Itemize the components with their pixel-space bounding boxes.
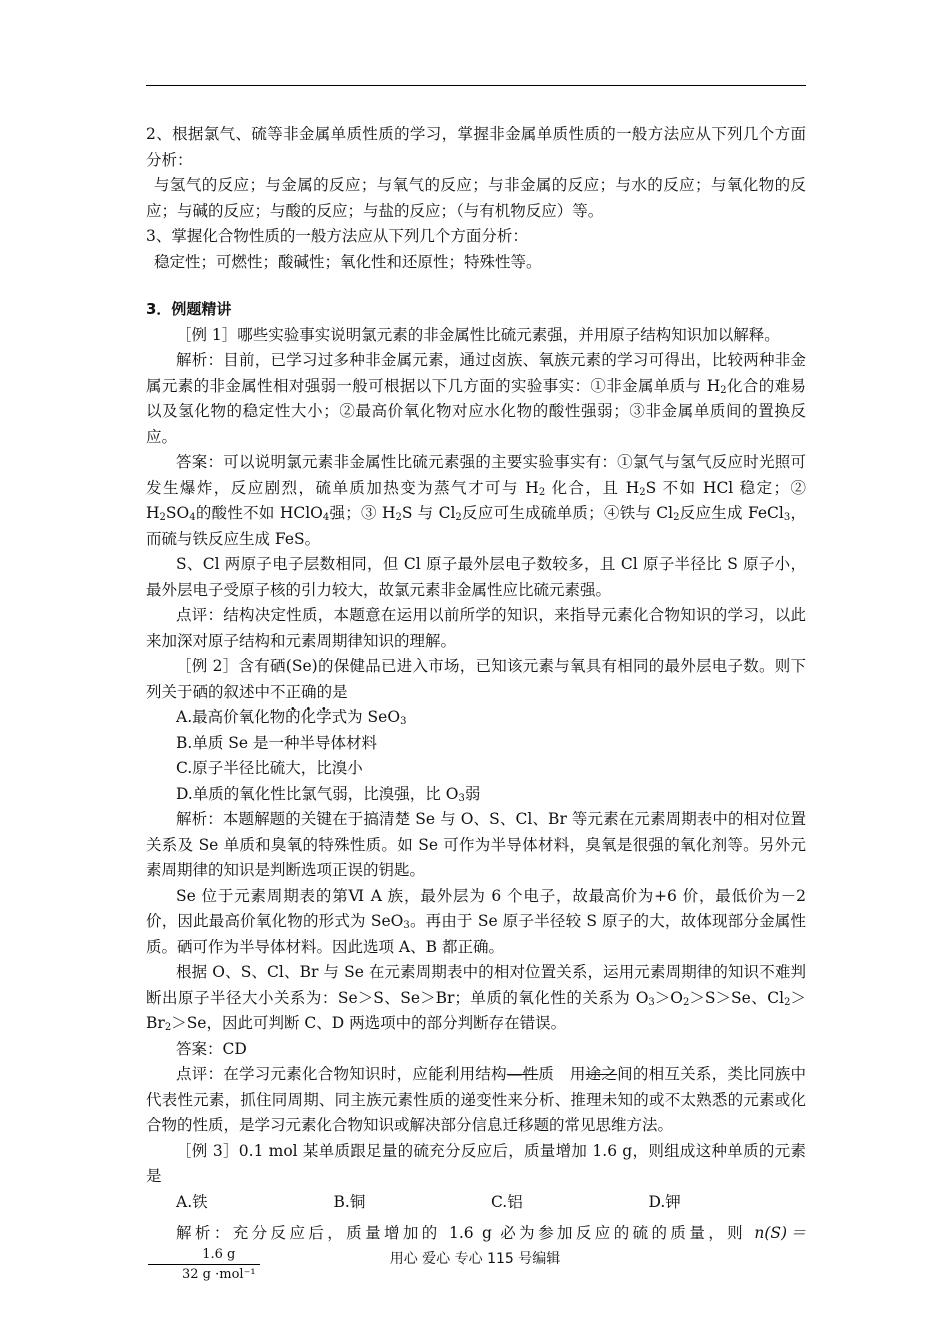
document-body bbox=[146, 122, 806, 1282]
example-3-choice-a: A.铁 bbox=[176, 1192, 208, 1211]
page-footer: 用心 爱心 专心 115 号编辑 bbox=[389, 1251, 561, 1267]
point-3: 3、掌握化合物性质的一般方法应从下列几个方面分析： bbox=[146, 227, 528, 245]
point-3-detail: 稳定性；可燃性；酸碱性；氧化性和还原性；特殊性等。 bbox=[154, 252, 542, 271]
example-2-question: ［例 2］含有硒(Se)的保健品已进入市场，已知该元素与氧具有相同的最外层电子数。则下列关于硒的叙述中不正确的是 bbox=[146, 657, 806, 701]
example-1-comment: 点评：结构决定性质，本题意在运用以前所学的知识，来指导元素化合物知识的学习，以此来加深对原子结构和元素周期律知识的理解。 bbox=[146, 606, 806, 650]
example-3-choice-d: D.钾 bbox=[648, 1192, 681, 1211]
example-1-question: ［例 1］哪些实验事实说明氯元素的非金属性比硫元素强，并用原子结构知识加以解释。 bbox=[176, 325, 780, 344]
example-1-label: ［例 1］ bbox=[176, 325, 238, 344]
example-2-paragraph-3: 根据 O、S、Cl、Br 与 Se 在元素周期表中的相对位置关系，运用元素周期律的知识不难判断出原子半径大小关系为：Se＞S、Se＞Br；单质的氧化性的关系为 $O_3>O_2>S>Se$、$Cl_2>Br_2>Se$，因此可判断 C、D 两选项中的部分判断存在错误。 bbox=[146, 963, 806, 1033]
header-rule bbox=[146, 85, 806, 86]
example-2-comment: 点评：在学习元素化合物知识时，应能利用结构—性质 用途之间的相互关系，类比同族中代表性元素，抓住同周期、同主族元素性质的递变性来分析、推理未知的或不太熟悉的元素或化合物的性质，是学习元素化合物知识或解决部分信息迁移题的常见思维方法。 bbox=[146, 1065, 806, 1134]
section-title: 3．例题精讲 bbox=[146, 300, 232, 318]
example-2-answer: 答案：CD bbox=[176, 1039, 247, 1058]
example-3-label: ［例 3］ bbox=[176, 1141, 239, 1160]
fraction: $\frac{1.6 g}{\text{32 g ·mol⁻¹}}$ bbox=[148, 1247, 260, 1282]
example-2-option-a: A.最高价氧化物的化学式为 SeO$_3$ bbox=[176, 708, 407, 727]
example-3-choice-b: B.铜 bbox=[333, 1192, 366, 1211]
example-1-explanation: S、Cl 两原子电子层数相同，但 Cl 原子最外层电子数较多，且 Cl 原子半径比 S 原子小，最外层电子受原子核的引力较大，故氯元素非金属性应比硫元素强。 bbox=[146, 555, 806, 599]
example-2-option-b: B.单质 Se 是一种半导体材料 bbox=[176, 733, 377, 752]
example-3-choice-c: C.铝 bbox=[491, 1192, 523, 1211]
point-2-detail: 与氢气的反应；与金属的反应；与氧气的反应；与非金属的反应；与水的反应；与氧化物的反应；与碱的反应；与酸的反应；与盐的反应；（与有机物反应）等。 bbox=[146, 176, 806, 220]
example-2-analysis: 解析：本题解题的关键在于搞清楚 Se 与 O、S、Cl、Br 等元素在元素周期表中的相对位置关系及 Se 单质和臭氧的特殊性质。如 Se 可作为半导体材料，臭氧是很强的氧化剂等。另外元素周期律的知识是判断选项正误的钥匙。 bbox=[146, 810, 806, 879]
example-1-analysis: 解析：目前，已学习过多种非金属元素，通过卤族、氧族元素的学习可得出，比较两种非金属元素的非金属性相对强弱一般可根据以下几方面的实验事实：①非金属单质与 $H_2$化合的难易以及氢化物的稳定性大小；②最高价氧化物对应水化物的酸性强弱；③非金属单质间的置换反应。 bbox=[146, 351, 806, 446]
example-1-answer: 答案：可以说明氯元素非金属性比硫元素强的主要实验事实有：①氯气与氢气反应时光照可发生爆炸，反应剧烈，硫单质加热变为蒸气才可与 $H_2$ 化合，且 $H_2S$ 不如 HCl 稳定；② $H_2SO_4$的酸性不如 HClO$_4$强；③ $H_2S$ 与 $Cl_2$反应可生成硫单质；④铁与 $Cl_2$反应生成 FeCl$_3$，而硫与铁反应生成 FeS。 bbox=[146, 453, 806, 548]
example-2-label: ［例 2］ bbox=[176, 657, 239, 675]
point-2: 2、根据氯气、硫等非金属单质性质的学习，掌握非金属单质性质的一般方法应从下列几个方面分析： bbox=[146, 125, 806, 169]
example-3-choices bbox=[146, 1190, 806, 1216]
example-3-analysis: 解析：充分反应后，质量增加的 1.6 g 必为参加反应的硫的质量，则 n(S)＝ $\frac{1.6 g}{\text{32 g ·mol⁻¹}}$ bbox=[146, 1221, 806, 1282]
emphasis-char: 不 bbox=[270, 682, 286, 701]
emphasis-char: 正 bbox=[285, 682, 302, 701]
example-2-option-c: C.原子半径比硫大，比溴小 bbox=[176, 759, 363, 777]
example-3-question: ［例 3］0.1 mol 某单质跟足量的硫充分反应后，质量增加 1.6 g，则组成这种单质的元素是 bbox=[146, 1141, 806, 1185]
example-2-option-d: D.单质的氧化性比氯气弱，比溴强，比 $O_3$弱 bbox=[176, 784, 481, 804]
emphasis-char: 确 bbox=[301, 682, 317, 701]
example-2-paragraph-2: Se 位于元素周期表的第Ⅵ A 族，最外层为 6 个电子，故最高价为+6 价，最低价为－2 价，因此最高价氧化物的形式为 SeO$_3$。再由于 Se 原子半径较 S 原子的大，故体现部分金属性质。硒可作为半导体材料。因此选项 A、B 都正确。 bbox=[146, 886, 806, 956]
